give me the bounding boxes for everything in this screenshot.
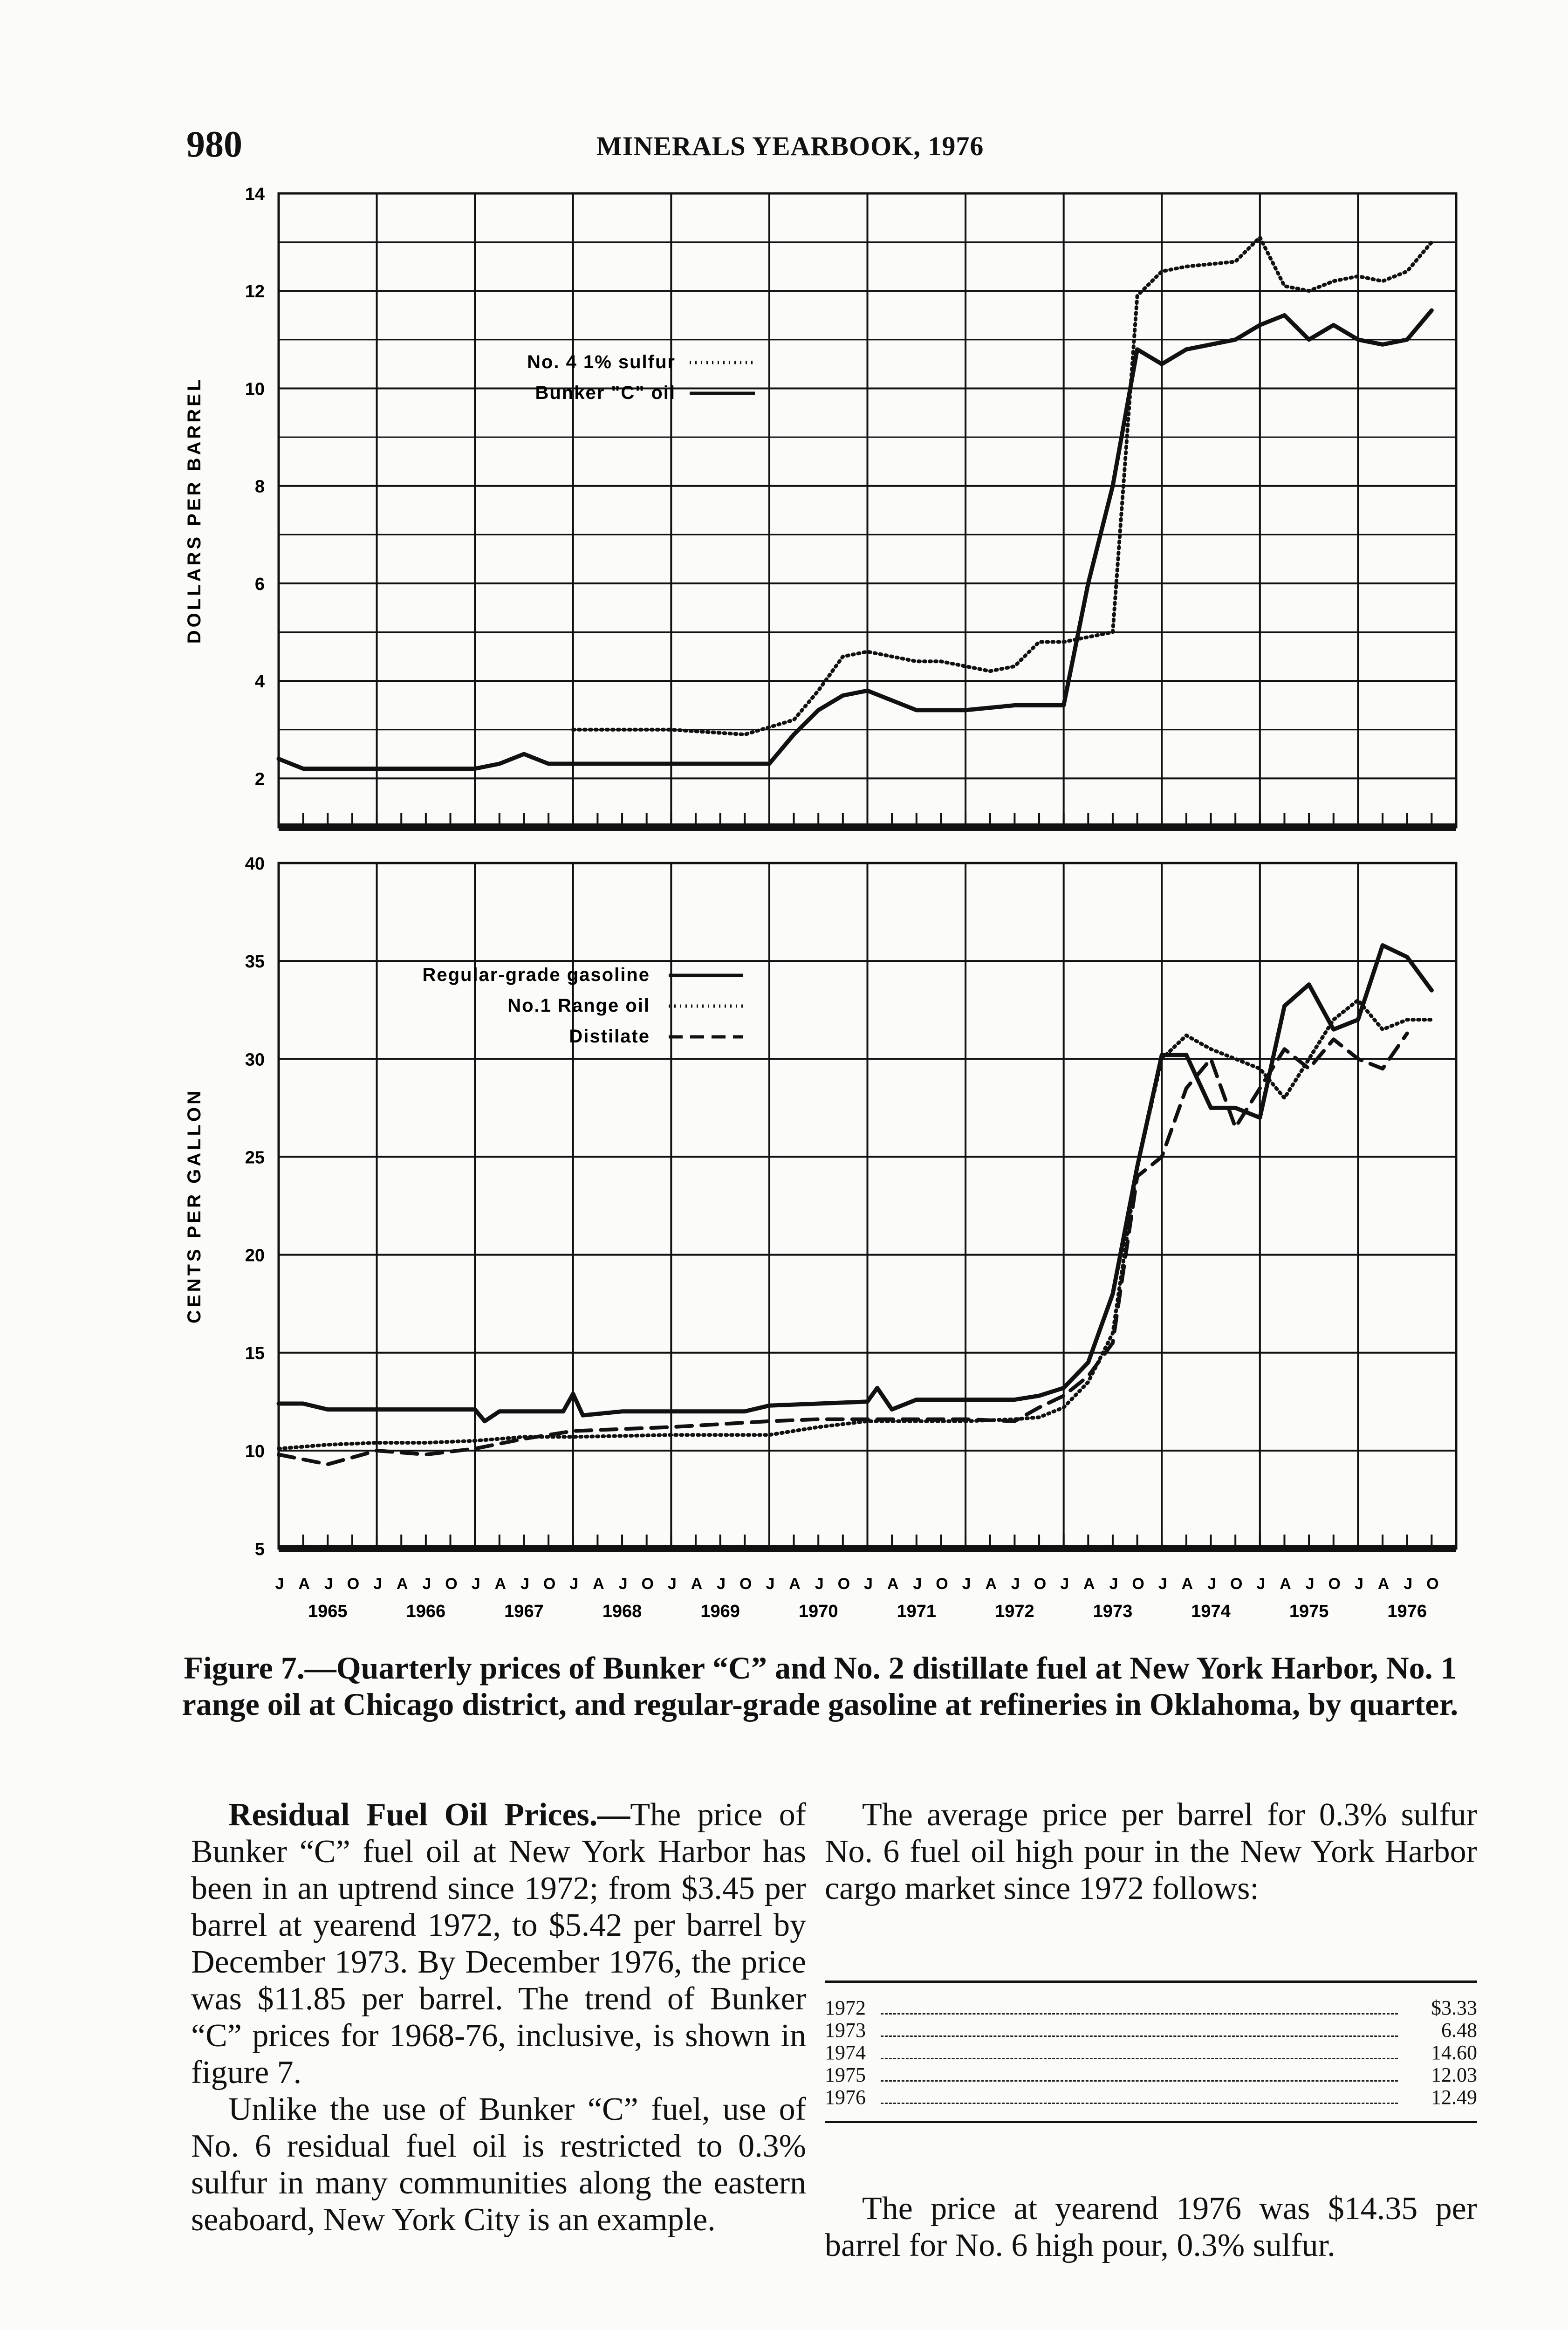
- table-price: $3.33: [1431, 1996, 1477, 2019]
- x-quarter-label: O: [1328, 1575, 1341, 1593]
- paragraph: The average price per barrel for 0.3% sulfur No. 6 fuel oil high pour in the New York Harbor cargo market since 1972 follows:: [825, 1797, 1477, 1906]
- y-axis-label: DOLLARS PER BARREL: [184, 377, 205, 644]
- table-price: 14.60: [1431, 2041, 1477, 2064]
- x-quarter-label: J: [1305, 1575, 1315, 1593]
- x-quarter-label: J: [422, 1575, 431, 1593]
- x-quarter-label: A: [1083, 1575, 1095, 1593]
- table-row: [825, 2042, 1477, 2064]
- x-quarter-label: J: [1158, 1575, 1167, 1593]
- x-quarter-label: O: [1426, 1575, 1439, 1593]
- x-quarter-label: O: [1034, 1575, 1047, 1593]
- table-price: 12.03: [1431, 2063, 1477, 2086]
- x-quarter-label: J: [471, 1575, 480, 1593]
- x-quarter-label: J: [1256, 1575, 1266, 1593]
- x-year-label: 1975: [1289, 1602, 1329, 1621]
- x-year-label: 1968: [602, 1602, 642, 1621]
- y-tick-label: 12: [245, 282, 265, 302]
- x-quarter-label: A: [1181, 1575, 1193, 1593]
- table-row: [825, 1997, 1477, 2019]
- y-tick-label: 15: [245, 1343, 265, 1364]
- x-quarter-label: J: [275, 1575, 284, 1593]
- section-heading: Residual Fuel Oil Prices.—: [228, 1797, 630, 1833]
- table-price: 6.48: [1441, 2019, 1477, 2042]
- x-year-label: 1972: [995, 1602, 1034, 1621]
- table-year: 1975: [825, 2063, 866, 2086]
- table-row: [825, 2064, 1477, 2086]
- x-quarter-label: O: [347, 1575, 360, 1593]
- y-tick-label: 25: [245, 1148, 265, 1168]
- x-quarter-label: J: [913, 1575, 922, 1593]
- y-tick-label: 35: [245, 952, 265, 972]
- page-number: 980: [186, 124, 242, 165]
- table-year: 1976: [825, 2086, 866, 2109]
- right-column: [825, 1796, 1477, 1907]
- table-row: [825, 2086, 1477, 2109]
- x-quarter-label: O: [1230, 1575, 1243, 1593]
- table-price: 12.49: [1431, 2086, 1477, 2109]
- x-quarter-label: J: [520, 1575, 529, 1593]
- series-line-1: [279, 946, 1431, 1421]
- x-quarter-label: J: [569, 1575, 579, 1593]
- x-quarter-label: J: [618, 1575, 628, 1593]
- y-axis-label: CENTS PER GALLON: [184, 1088, 205, 1323]
- paragraph: The price of Bunker “C” fuel oil at New York Harbor has been in an uptrend since 1972; from $3.45 per barrel at yearend 1972, to $5.42 per barrel by December 1973. By December 1976, the price was $11.85 per barrel. The trend of Bunker “C” prices for 1968-76, inclusive, is shown in figure 7.: [191, 1797, 806, 2090]
- table-year: 1972: [825, 1996, 866, 2019]
- x-quarter-label: O: [1132, 1575, 1144, 1593]
- x-quarter-label: A: [1280, 1575, 1291, 1593]
- x-quarter-label: O: [445, 1575, 458, 1593]
- y-tick-label: 10: [245, 1441, 265, 1461]
- x-quarter-label: J: [1011, 1575, 1020, 1593]
- x-year-label: 1967: [504, 1602, 544, 1621]
- chart-panel-1: [184, 185, 1456, 827]
- x-quarter-label: A: [887, 1575, 899, 1593]
- y-tick-label: 6: [254, 574, 265, 594]
- x-quarter-label: A: [985, 1575, 997, 1593]
- right-column-closing: [825, 2190, 1477, 2264]
- x-year-label: 1969: [700, 1602, 740, 1621]
- series-line-2: [279, 1000, 1431, 1449]
- x-quarter-label: O: [543, 1575, 556, 1593]
- x-year-label: 1965: [308, 1602, 348, 1621]
- x-quarter-label: J: [324, 1575, 333, 1593]
- x-quarter-label: A: [1377, 1575, 1390, 1593]
- legend-label: Regular-grade gasoline: [422, 965, 650, 985]
- series-line-3: [279, 1034, 1407, 1465]
- x-year-label: 1976: [1387, 1602, 1427, 1621]
- x-quarter-label: A: [789, 1575, 801, 1593]
- y-tick-label: 40: [245, 854, 265, 874]
- x-quarter-label: J: [1207, 1575, 1217, 1593]
- legend-label: Distilate: [569, 1026, 650, 1047]
- x-quarter-label: O: [641, 1575, 654, 1593]
- x-quarter-label: A: [494, 1575, 507, 1593]
- left-column: [191, 1796, 806, 2238]
- table-row: [825, 2019, 1477, 2042]
- x-quarter-label: J: [1404, 1575, 1413, 1593]
- chart-panel-2: [184, 854, 1456, 1559]
- x-quarter-label: A: [298, 1575, 310, 1593]
- y-tick-label: 20: [245, 1246, 265, 1266]
- legend-label: Bunker "C" oil: [535, 383, 676, 403]
- running-title: MINERALS YEARBOOK, 1976: [596, 131, 984, 161]
- y-tick-label: 14: [245, 185, 265, 204]
- x-quarter-label: J: [1354, 1575, 1363, 1593]
- y-tick-label: 8: [254, 477, 265, 497]
- x-year-label: 1966: [406, 1602, 446, 1621]
- y-tick-label: 5: [254, 1540, 265, 1559]
- x-quarter-label: A: [396, 1575, 408, 1593]
- series-line-2: [279, 310, 1431, 768]
- x-year-label: 1970: [798, 1602, 838, 1621]
- table-year: 1973: [825, 2019, 866, 2042]
- y-tick-label: 30: [245, 1050, 265, 1070]
- x-quarter-label: J: [373, 1575, 383, 1593]
- x-quarter-label: J: [1060, 1575, 1069, 1593]
- x-quarter-label: J: [766, 1575, 775, 1593]
- y-tick-label: 4: [254, 672, 265, 692]
- x-quarter-label: O: [837, 1575, 850, 1593]
- x-quarter-label: A: [691, 1575, 703, 1593]
- x-quarter-label: J: [815, 1575, 824, 1593]
- figure-caption: Figure 7.—Quarterly prices of Bunker “C” and No. 2 distillate fuel at New York Harbor, No. 1 range oil at Chicago district, and regular-grade gasoline at refineries in Oklahoma, by quarter.: [182, 1650, 1458, 1722]
- x-quarter-label: J: [962, 1575, 971, 1593]
- x-year-label: 1974: [1191, 1602, 1231, 1621]
- x-quarter-label: A: [593, 1575, 604, 1593]
- x-quarter-label: O: [936, 1575, 948, 1593]
- x-year-label: 1973: [1093, 1602, 1133, 1621]
- price-table: [825, 1980, 1477, 2123]
- x-quarter-label: J: [667, 1575, 677, 1593]
- x-quarter-label: J: [717, 1575, 726, 1593]
- paragraph: Unlike the use of Bunker “C” fuel, use of No. 6 residual fuel oil is restricted to 0.3% sulfur in many communities along the eastern seaboard, New York City is an example.: [191, 2091, 806, 2238]
- x-quarter-label: J: [864, 1575, 873, 1593]
- x-quarter-label: O: [739, 1575, 752, 1593]
- x-year-label: 1971: [897, 1602, 937, 1621]
- x-quarter-label: J: [1109, 1575, 1118, 1593]
- table-year: 1974: [825, 2041, 866, 2064]
- legend-label: No.1 Range oil: [507, 995, 650, 1016]
- legend-label: No. 4 1% sulfur: [527, 352, 676, 372]
- paragraph: The price at yearend 1976 was $14.35 per barrel for No. 6 high pour, 0.3% sulfur.: [825, 2191, 1477, 2263]
- y-tick-label: 2: [254, 769, 265, 789]
- y-tick-label: 10: [245, 379, 265, 399]
